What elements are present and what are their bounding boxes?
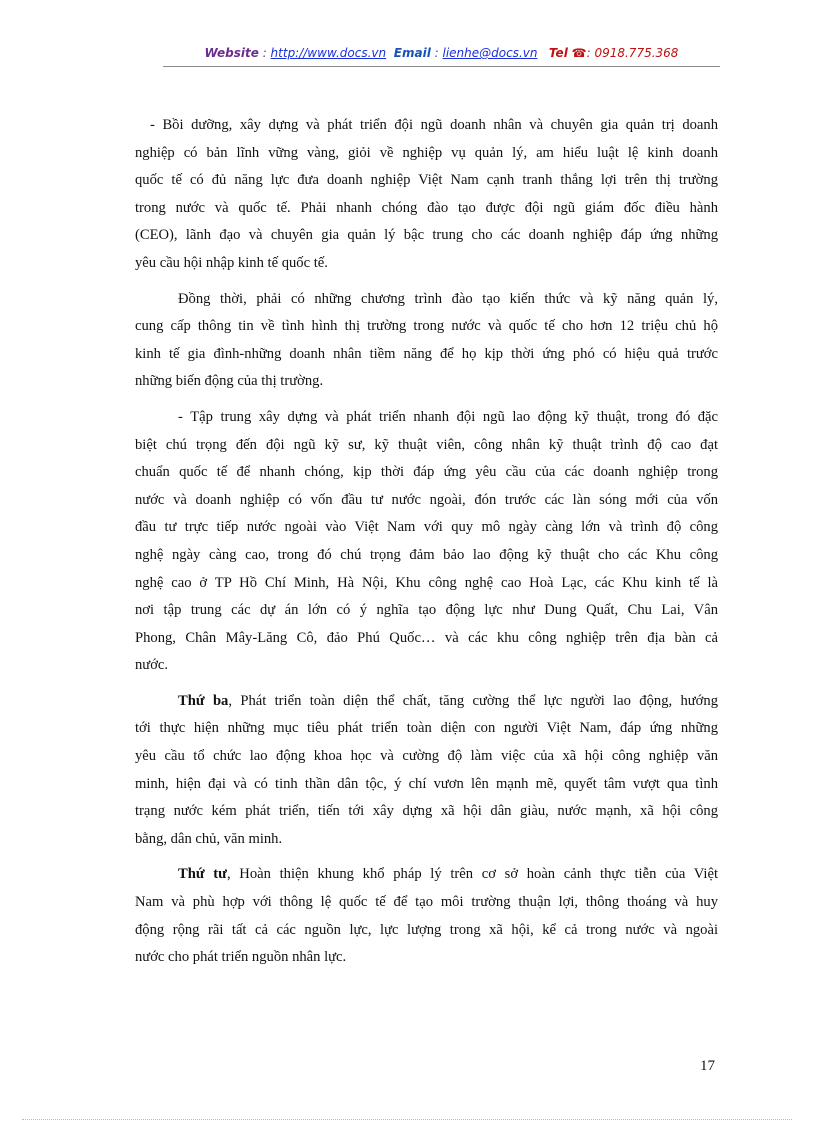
text-line bbox=[135, 861, 718, 889]
email-label: Email bbox=[393, 46, 431, 60]
line-text: nước cho phát triển nguồn nhân lực. bbox=[135, 949, 347, 966]
website-separator: : bbox=[258, 46, 271, 60]
text-line bbox=[135, 715, 718, 743]
line-text: nước và doanh nghiệp có vốn đầu tư nước ngoài, đón trước các làn sóng mới của vốn bbox=[135, 491, 718, 508]
bold-lead: Thứ tư bbox=[178, 866, 227, 883]
line-text: chuẩn quốc tế để nhanh chóng, kịp thời đáp ứng yêu cầu của các doanh nghiệp trong bbox=[135, 464, 718, 481]
line-text: đầu tư trực tiếp nước ngoài vào Việt Nam với quy mô ngày càng lớn và trình độ công bbox=[135, 519, 718, 536]
line-text: nước. bbox=[135, 657, 169, 674]
paragraph bbox=[135, 286, 718, 396]
line-text: , Hoàn thiện khung khổ pháp lý trên cơ sở hoàn cảnh thực tiễn của Việt bbox=[226, 866, 719, 883]
line-text: minh, hiện đại và có tinh thần dân tộc, ý chí vươn lên mạnh mẽ, quyết tâm vượt qua tình bbox=[135, 775, 718, 792]
page-number: 17 bbox=[700, 1058, 715, 1074]
website-link[interactable]: http://www.docs.vn bbox=[270, 46, 387, 60]
text-line bbox=[135, 313, 718, 341]
line-text: nghệ cao ở TP Hồ Chí Minh, Hà Nội, Khu công nghệ cao Hoà Lạc, các Khu kinh tế là bbox=[135, 574, 718, 591]
document-body bbox=[135, 112, 718, 980]
page-header bbox=[163, 46, 720, 67]
text-line bbox=[135, 140, 718, 168]
tel-label: Tel bbox=[548, 46, 568, 60]
text-line bbox=[135, 404, 718, 432]
line-text: động rộng rãi tất cả các nguồn lực, lực lượng trong xã hội, kể cả trong nước và ngoài bbox=[135, 921, 718, 938]
text-line bbox=[135, 514, 718, 542]
text-line bbox=[135, 944, 718, 972]
text-line bbox=[135, 570, 718, 598]
text-line bbox=[135, 889, 718, 917]
email-separator: : bbox=[430, 46, 443, 60]
text-line bbox=[135, 195, 718, 223]
line-text: cung cấp thông tin về tình hình thị trường trong nước và quốc tế cho hơn 12 triệu chủ hộ bbox=[135, 318, 718, 335]
line-text: tới thực hiện những mục tiêu phát triển toàn diện con người Việt Nam, đáp ứng những bbox=[135, 720, 718, 737]
phone-icon: ☎ bbox=[571, 46, 587, 60]
line-text: trong nước và quốc tế. Phải nhanh chóng đào tạo được đội ngũ giám đốc điều hành bbox=[135, 199, 718, 216]
paragraph bbox=[135, 404, 718, 680]
text-line bbox=[135, 652, 718, 680]
line-text: biệt chú trọng đến đội ngũ kỹ sư, kỹ thuật viên, công nhân kỹ thuật trình độ cao đạt bbox=[135, 436, 718, 453]
line-text: yêu cầu hội nhập kinh tế quốc tế. bbox=[135, 254, 328, 271]
line-text: (CEO), lãnh đạo và chuyên gia quản lý bậc trung cho các doanh nghiệp đáp ứng những bbox=[135, 227, 718, 244]
line-text: trạng nước kém phát triển, tiến tới xây dựng xã hội dân giàu, nước mạnh, xã hội công bbox=[135, 803, 718, 820]
text-line bbox=[135, 250, 718, 278]
website-label: Website bbox=[204, 46, 259, 60]
text-line bbox=[135, 487, 718, 515]
tel-value: : 0918.775.368 bbox=[586, 46, 679, 60]
text-line bbox=[135, 112, 718, 140]
text-line bbox=[135, 222, 718, 250]
text-line bbox=[135, 917, 718, 945]
line-text: những biến động của thị trường. bbox=[135, 373, 324, 390]
line-text: nghệ ngày càng cao, trong đó chú trọng đảm bảo lao động kỹ thuật cho các Khu công bbox=[135, 546, 718, 563]
line-text: yêu cầu tổ chức lao động khoa học và cường độ làm việc của xã hội công nghiệp văn bbox=[135, 748, 718, 765]
text-line bbox=[135, 743, 718, 771]
text-line bbox=[135, 798, 718, 826]
text-line bbox=[135, 542, 718, 570]
paragraph bbox=[135, 112, 718, 278]
paragraph bbox=[135, 861, 718, 971]
text-line bbox=[135, 688, 718, 716]
text-line bbox=[135, 432, 718, 460]
line-text: , Phát triển toàn diện thể chất, tăng cường thể lực người lao động, hướng bbox=[228, 692, 718, 709]
text-line bbox=[135, 771, 718, 799]
line-text: Phong, Chân Mây-Lăng Cô, đảo Phú Quốc… và các khu công nghiệp trên địa bàn cả bbox=[135, 629, 718, 646]
text-line bbox=[135, 167, 718, 195]
line-text: nghiệp có bản lĩnh vững vàng, giỏi về nghiệp vụ quản lý, am hiểu luật lệ kinh doanh bbox=[135, 144, 718, 161]
paragraph bbox=[135, 688, 718, 854]
line-text: Nam và phù hợp với thông lệ quốc tế để tạo môi trường thuận lợi, thông thoáng và huy bbox=[135, 894, 718, 911]
text-line bbox=[135, 597, 718, 625]
line-text: Đồng thời, phải có những chương trình đào tạo kiến thức và kỹ năng quản lý, bbox=[178, 290, 718, 307]
text-line bbox=[135, 459, 718, 487]
line-text: nơi tập trung các dự án lớn có ý nghĩa tạo động lực như Dung Quất, Chu Lai, Vân bbox=[135, 602, 718, 619]
line-text: - Tập trung xây dựng và phát triển nhanh đội ngũ lao động kỹ thuật, trong đó đặc bbox=[178, 408, 718, 425]
text-line bbox=[135, 625, 718, 653]
line-text: bằng, dân chủ, văn minh. bbox=[135, 830, 283, 847]
text-line bbox=[135, 286, 718, 314]
bold-lead: Thứ ba bbox=[178, 692, 229, 709]
line-text: - Bồi dưỡng, xây dựng và phát triển đội ngũ doanh nhân và chuyên gia quản trị doanh bbox=[150, 117, 718, 133]
text-line bbox=[135, 826, 718, 854]
line-text: quốc tế có đủ năng lực đưa doanh nghiệp Việt Nam cạnh tranh thắng lợi trên thị trường bbox=[135, 172, 718, 189]
text-line bbox=[135, 341, 718, 369]
email-link[interactable]: lienhe@docs.vn bbox=[442, 46, 538, 60]
line-text: kinh tế gia đình-những doanh nhân tiềm năng để họ kịp thời ứng phó có hiệu quả trước bbox=[135, 345, 718, 362]
page-bottom-divider bbox=[22, 1119, 792, 1120]
text-line bbox=[135, 368, 718, 396]
